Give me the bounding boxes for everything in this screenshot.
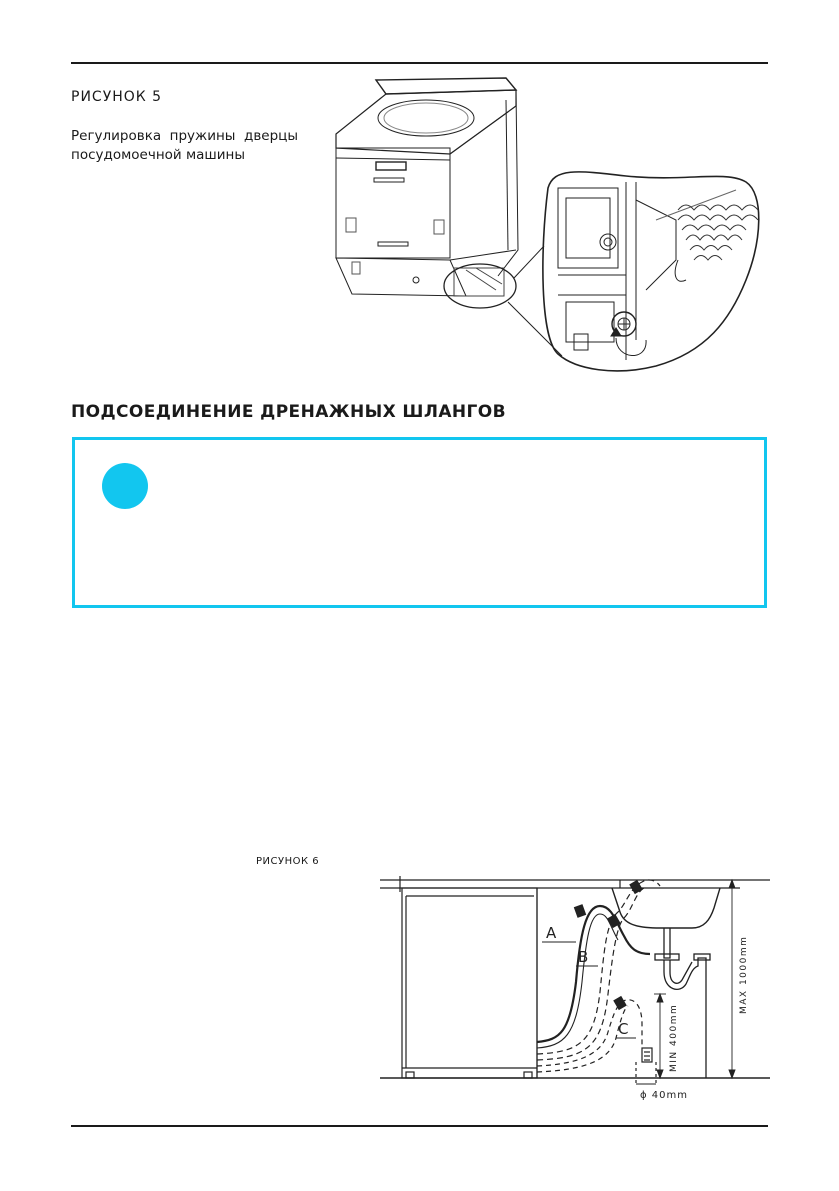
label-a: A xyxy=(546,924,557,942)
drain-hose-installation-diagram xyxy=(380,862,770,1108)
notice-box xyxy=(72,437,767,608)
top-rule xyxy=(71,62,768,64)
dishwasher-outline xyxy=(402,888,537,1078)
figure-6-label: РИСУНОК 6 xyxy=(256,856,320,867)
figure-5-label: РИСУНОК 5 xyxy=(71,89,163,105)
sink-bowl xyxy=(612,880,720,928)
max-height-label: MAX 1000mm xyxy=(739,935,749,1014)
countertop xyxy=(380,876,770,892)
label-c: C xyxy=(618,1020,629,1038)
section-heading: ПОДСОЕДИНЕНИЕ ДРЕНАЖНЫХ ШЛАНГОВ xyxy=(71,402,506,422)
spring-detail-magnified xyxy=(543,172,759,371)
dishwasher-body xyxy=(336,78,518,296)
dishwasher-door-spring-diagram xyxy=(326,70,776,390)
figure-5-caption: Регулировка пружины дверцы посудомоечной машины xyxy=(71,128,298,163)
siphon-trap xyxy=(655,928,710,1078)
coil-spring xyxy=(678,205,758,260)
min-height-label: MIN 400mm xyxy=(669,1003,679,1072)
label-b: B xyxy=(578,948,589,966)
dimension-max xyxy=(726,880,738,1078)
diameter-label: ϕ 40mm xyxy=(640,1090,688,1101)
bottom-rule xyxy=(71,1125,768,1127)
info-dot-icon xyxy=(102,463,148,509)
dimension-min xyxy=(654,994,666,1078)
